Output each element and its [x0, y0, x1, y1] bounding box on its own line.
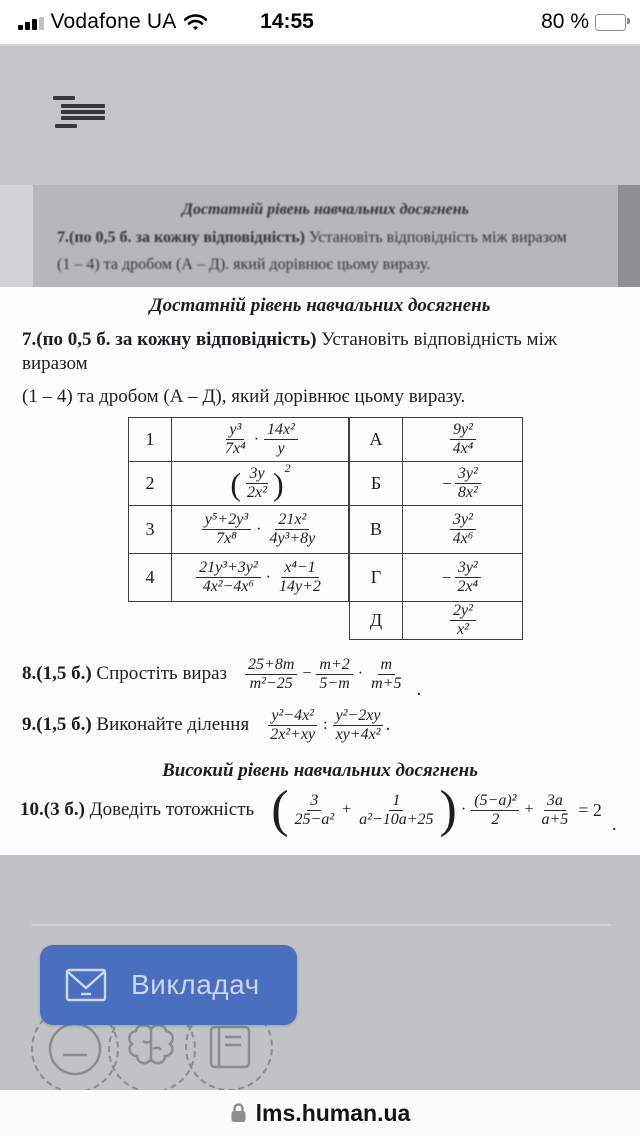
option-letter-cell: Г	[350, 554, 403, 602]
page-lower-area	[0, 855, 640, 1090]
exponent: 2	[284, 461, 291, 475]
fraction: $\frac{\text{2y²}}{\text{x²}}$	[450, 602, 476, 639]
teacher-button-label: Викладач	[131, 969, 260, 1000]
operator: ·	[265, 568, 271, 586]
preview-line2: (1 – 4) та дробом (А – Д). який дорівнює цьому виразу.	[57, 256, 431, 273]
expression-cell	[172, 418, 349, 462]
option-fraction-cell	[403, 602, 523, 640]
math-expression	[194, 559, 326, 596]
notebook-icon	[201, 1019, 257, 1075]
option-row-g	[350, 554, 523, 602]
option-letter-cell: А	[350, 418, 403, 462]
photo-edge-left	[0, 185, 33, 287]
brain-icon	[123, 1021, 181, 1077]
fraction: $\frac{\text{21x²}}{\text{4y³+8y}}$	[269, 511, 316, 547]
status-right-cluster	[541, 0, 626, 44]
option-fraction-cell: − $\frac{\text{3y²}}{\text{8x²}}$	[403, 462, 523, 506]
wifi-icon	[183, 13, 208, 31]
level-heading: Достатній рівень навчальних досягнень	[149, 295, 491, 316]
fraction: $\frac{\text{9y²}}{\text{4x⁴}}$	[450, 421, 477, 458]
photo-preview-band	[0, 185, 640, 287]
operator: ·	[256, 520, 262, 538]
status-left-cluster	[18, 0, 208, 44]
fraction: $\frac{\text{3y²}}{\text{4x⁶}}$	[450, 511, 477, 548]
high-level-heading: Високий рівень навчальних досягнень	[162, 759, 478, 781]
math-expression: ( $\frac{3y}{\text{2x²}}$ ) 2	[230, 461, 291, 502]
match-table-options	[349, 417, 523, 640]
teacher-button[interactable]	[40, 945, 297, 1025]
fraction: $\frac{m}{m+5}$	[371, 656, 402, 692]
table-row-4	[129, 554, 349, 602]
safari-url-bar[interactable]	[0, 1090, 640, 1136]
option-row-d	[350, 602, 523, 640]
row-number-cell: 1	[129, 418, 172, 462]
problem-7-line2: (1 – 4) та дробом (А – Д), який дорівнює цьому виразу.	[22, 386, 466, 407]
problem-10	[0, 781, 640, 839]
table-row-2	[129, 462, 349, 506]
option-fraction-cell	[403, 506, 523, 554]
fraction: $\frac{\text{14x²}}{y}$	[264, 421, 298, 458]
option-row-v	[350, 506, 523, 554]
document-page	[0, 287, 640, 855]
problem-7-label: 7.(по 0,5 б. за кожну відповідність)	[22, 329, 317, 350]
url-domain: lms.human.ua	[255, 1099, 411, 1126]
option-letter-cell: В	[350, 506, 403, 554]
envelope-icon	[65, 968, 107, 1002]
problem-7-line1	[0, 328, 640, 376]
problem-8-statement: 8.(1,5 б.) Спростіть вираз	[22, 663, 228, 685]
fraction: $\frac{m+2}{5-m}$	[316, 656, 352, 693]
row-number-cell: 3	[129, 506, 172, 554]
expression-cell	[172, 554, 349, 602]
fraction: $\frac{\text{3y²}}{\text{2x⁴}}$	[454, 559, 481, 596]
fraction: $\frac{\text{y³}}{\text{7x⁴}}$	[225, 421, 246, 457]
preview-p7-label: 7.(по 0,5 б. за кожну відповідність)	[57, 229, 305, 246]
preview-p7-text: Установіть відповідність між виразом	[305, 229, 567, 246]
row-number-cell: 2	[129, 462, 172, 506]
fraction: $\frac{\text{x⁴−1}}{14y+2}$	[279, 559, 321, 595]
carrier-label: Vodafone UA	[50, 10, 177, 33]
problem-8	[0, 656, 640, 700]
option-letter-cell: Д	[350, 602, 403, 640]
option-row-b	[350, 462, 523, 506]
problem-10-math: ( $\frac{3}{\text{25−a²}}$ + $\frac{1}{\text{a²−10a+25}}$ ) · $\frac{\text{(5−a)²}}{2}$ + $\frac{3a}{a+5}$ = 2 .	[271, 781, 617, 839]
option-letter-cell: Б	[350, 462, 403, 506]
operator: :	[323, 716, 328, 734]
fraction: $\frac{\text{(5−a)²}}{2}$	[471, 792, 519, 829]
lock-icon	[230, 1102, 247, 1124]
expression-cell	[172, 462, 349, 506]
table-row-1	[129, 418, 349, 462]
trailing-period: .	[385, 714, 391, 736]
problem-7-text: Установіть відповідність між виразом	[22, 329, 557, 374]
problem-9	[0, 707, 640, 744]
equals-value: = 2	[578, 799, 602, 820]
battery-percent: 80 %	[541, 10, 589, 33]
expression-cell	[172, 506, 349, 554]
operator: ·	[460, 801, 467, 819]
fraction: $\frac{\text{y⁵+2y³}}{\text{7x⁸}}$	[202, 511, 251, 548]
cellular-signal-icon	[18, 17, 44, 30]
battery-icon	[595, 14, 626, 31]
preview-line1	[33, 229, 618, 247]
status-bar	[0, 0, 640, 44]
option-row-a	[350, 418, 523, 462]
align-menu-icon[interactable]	[53, 96, 105, 128]
divider	[31, 924, 611, 926]
problem-10-statement: 10.(3 б.) Доведіть тотожність	[20, 799, 255, 821]
problem-9-math	[265, 707, 390, 744]
operator: +	[342, 801, 352, 819]
operator: +	[524, 801, 534, 819]
fraction: $\frac{\text{y²−2xy}}{\text{xy+4x²}}$	[333, 707, 384, 744]
option-fraction-cell: − $\frac{\text{3y²}}{\text{2x⁴}}$	[403, 554, 523, 602]
fraction: $\frac{3}{\text{25−a²}}$	[294, 791, 335, 828]
match-table	[128, 417, 640, 640]
math-expression	[200, 511, 320, 548]
photo-edge-right	[618, 185, 640, 287]
operator: ·	[253, 430, 260, 448]
operator: −	[302, 665, 312, 683]
problem-9-statement: 9.(1,5 б.) Виконайте ділення	[22, 714, 250, 736]
neutral-face-icon	[47, 1021, 103, 1077]
fraction: $\frac{3a}{a+5}$	[541, 791, 569, 828]
viewer-header	[0, 44, 640, 187]
table-row-3	[129, 506, 349, 554]
row-number-cell: 4	[129, 554, 172, 602]
preview-heading: Достатній рівень навчальних досягнень	[182, 201, 469, 218]
trailing-period: .	[416, 678, 422, 700]
option-fraction-cell	[403, 418, 523, 462]
problem-8-math	[243, 656, 422, 700]
trailing-period: .	[611, 814, 617, 836]
fraction: $\frac{\text{y²−4x²}}{\text{2x²+xy}}$	[270, 706, 316, 743]
fraction: $\frac{1}{\text{a²−10a+25}}$	[359, 791, 434, 828]
fraction: $\frac{25+8m}{\text{m²−25}}$	[245, 656, 297, 693]
math-expression	[220, 421, 300, 458]
fraction: $\frac{\text{3y²}}{\text{8x²}}$	[455, 465, 481, 502]
fraction: $\frac{\text{21y³+3y²}}{\text{4x²−4x⁶}}$	[196, 559, 261, 596]
operator: ·	[357, 665, 364, 683]
fraction: $\frac{3y}{\text{2x²}}$	[247, 465, 267, 501]
match-table-expressions	[128, 417, 349, 602]
clock: 14:55	[260, 10, 314, 33]
preview-text	[33, 185, 618, 287]
